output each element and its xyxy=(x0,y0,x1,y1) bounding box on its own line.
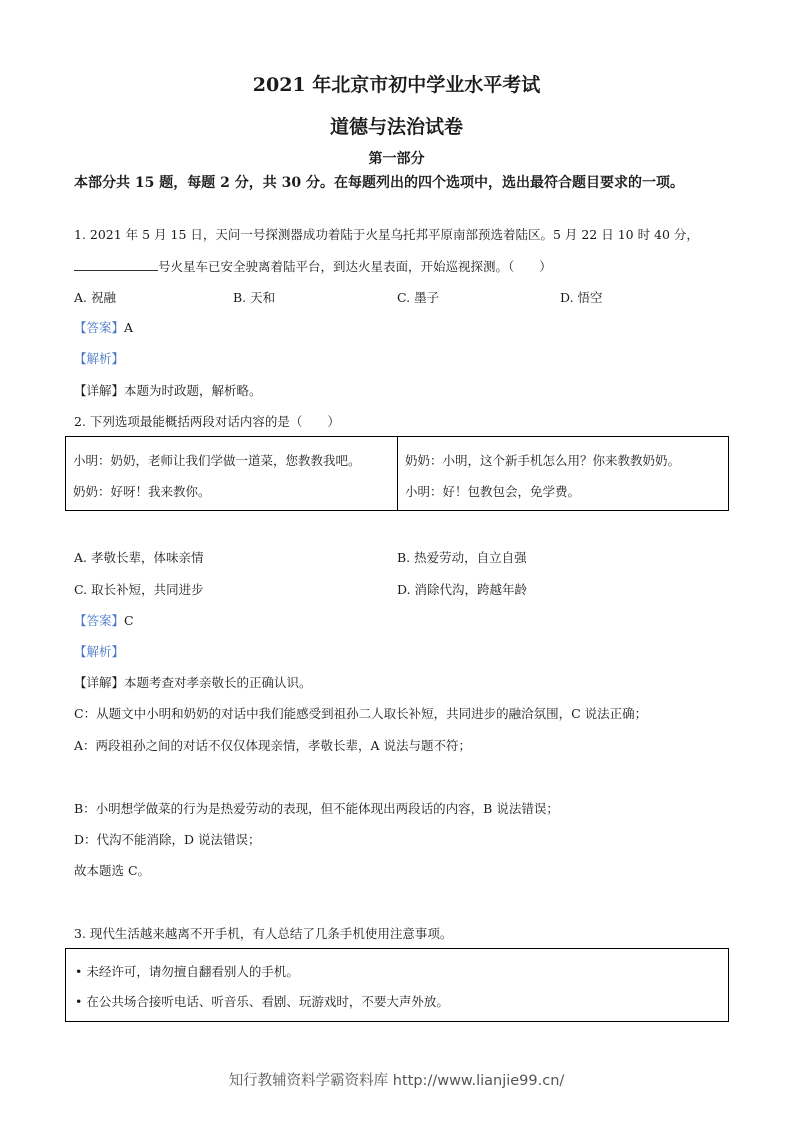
answer-value: A xyxy=(124,320,134,335)
q2-conclusion: 故本题选 C。 xyxy=(74,863,151,878)
dialogue-right-line1: 奶奶：小明，这个新手机怎么用？你来教教奶奶。 xyxy=(405,453,681,468)
page-title: 2021 年北京市初中学业水平考试 xyxy=(252,74,541,96)
dialogue-table xyxy=(65,436,729,511)
answer-tag: 【答案】 xyxy=(74,613,125,628)
q1-option-a: A. 祝融 xyxy=(74,290,116,305)
q1-analysis-tag: 【解析】 xyxy=(74,351,125,366)
q1-stem-line2-text: 号火星车已安全驶离着陆平台，到达火星表面，开始巡视探测。（ ） xyxy=(158,259,552,274)
dialogue-left-line1: 小明：奶奶，老师让我们学做一道菜，您教教我吧。 xyxy=(73,453,361,468)
q2-detail: 【详解】本题考查对孝亲敬长的正确认识。 xyxy=(74,675,312,690)
dialogue-right-line2: 小明：好！包教包会，免学费。 xyxy=(405,484,581,499)
q1-option-d: D. 悟空 xyxy=(560,290,603,305)
q3-note-2: • 在公共场合接听电话、听音乐、看剧、玩游戏时，不要大声外放。 xyxy=(75,994,449,1009)
q2-explanation-b: B：小明想学做菜的行为是热爱劳动的表现，但不能体现出两段话的内容，B 说法错误； xyxy=(74,801,559,816)
answer-value: C xyxy=(124,613,134,628)
q2-explanation-a: A：两段祖孙之间的对话不仅仅体现亲情，孝敬长辈，A 说法与题不符； xyxy=(74,738,472,753)
q2-option-d: D. 消除代沟，跨越年龄 xyxy=(397,582,528,597)
q2-explanation-d: D：代沟不能消除，D 说法错误； xyxy=(74,832,261,847)
part-heading: 第一部分 xyxy=(368,151,425,167)
table-divider xyxy=(397,437,398,510)
q2-option-a: A. 孝敬长辈，体味亲情 xyxy=(74,550,204,565)
dialogue-left-line2: 奶奶：好呀！我来教你。 xyxy=(73,484,211,499)
answer-tag: 【答案】 xyxy=(74,320,125,335)
q2-answer xyxy=(74,611,134,629)
q1-option-c: C. 墨子 xyxy=(397,290,440,305)
page-subtitle: 道德与法治试卷 xyxy=(329,116,463,138)
q1-stem-line1: 1. 2021 年 5 月 15 日，天问一号探测器成功着陆于火星乌托邦平原南部预选着陆区。5 月 22 日 10 时 40 分， xyxy=(74,227,699,242)
q3-notes-box xyxy=(65,948,729,1022)
q1-answer xyxy=(74,318,133,336)
footer-watermark: 知行教辅资料学霸资料库 http://www.lianjie99.cn/ xyxy=(228,1073,565,1089)
q1-option-b: B. 天和 xyxy=(233,290,276,305)
q2-explanation-c: C：从题文中小明和奶奶的对话中我们能感受到祖孙二人取长补短，共同进步的融洽氛围，C 说法正确； xyxy=(74,706,648,721)
q2-stem: 2. 下列选项最能概括两段对话内容的是（ ） xyxy=(74,414,340,429)
q1-detail: 【详解】本题为时政题，解析略。 xyxy=(74,383,262,398)
q2-analysis-tag: 【解析】 xyxy=(74,644,125,659)
section-instructions: 本部分共 15 题，每题 2 分，共 30 分。在每题列出的四个选项中，选出最符合题目要求的一项。 xyxy=(74,175,684,191)
q2-option-b: B. 热爱劳动，自立自强 xyxy=(397,550,527,565)
q3-stem: 3. 现代生活越来越离不开手机，有人总结了几条手机使用注意事项。 xyxy=(74,926,453,941)
q2-option-c: C. 取长补短，共同进步 xyxy=(74,582,204,597)
q1-stem-line2 xyxy=(74,257,552,275)
answer-blank xyxy=(74,260,158,271)
q3-note-1: • 未经许可，请勿擅自翻看别人的手机。 xyxy=(75,964,299,979)
